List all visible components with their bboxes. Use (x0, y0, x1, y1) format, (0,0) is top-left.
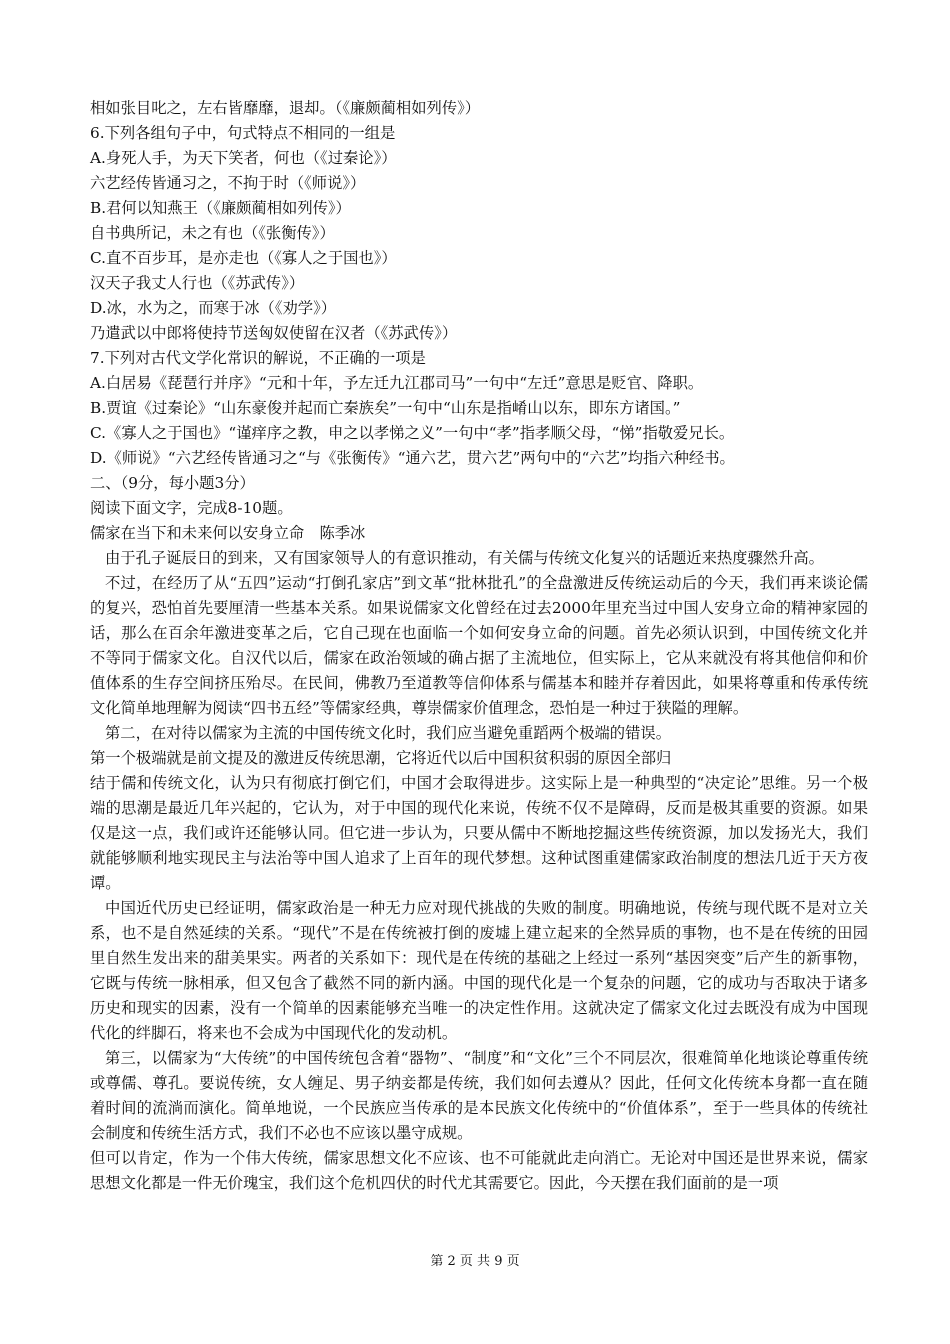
article-paragraph-4: 第一个极端就是前文提及的激进反传统思潮，它将近代以后中国积贫积弱的原因全部归 (90, 749, 672, 767)
option-b-line-1: B.君何以知燕王（《廉颇蔺相如列传》） (90, 199, 351, 217)
question-7-option-b: B.贾谊《过秦论》“山东豪俊并起而亡秦族矣”一句中“山东是指崤山以东，即东方诸国。” (90, 399, 681, 417)
question-7-option-c: C.《寡人之于国也》“谨痒序之教，申之以孝悌之义”一句中“孝”指孝顺父母，“悌”指敬爱兄长。 (90, 424, 735, 442)
article-paragraph-2: 不过，在经历了从“五四”运动“打倒孔家店”到文革“批林批孔”的全盘激进反传统运动后的今天，我们再来谈论儒的复兴，恐怕首先要厘清一些基本关系。如果说儒家文化曾经在过去2000年里充当过中国人安身立命的精神家园的话，那么在百余年激进变革之后，它自己现在也面临一个如何安身立命的问题。首先必须认识到，中国传统文化并不等同于儒家文化。自汉代以后，儒家在政治领域的确占据了主流地位，但实际上，它从来就没有将其他信仰和价值体系的生存空间挤压殆尽。在民间，佛教乃至道教等信仰体系与儒基本和睦并存着因此，如果将尊重和传承传统文化简单地理解为阅读“四书五经”等儒家经典，尊崇儒家价值理念，恐怕是一种过于狭隘的理解。 (90, 574, 868, 717)
reading-instruction: 阅读下面文字，完成8-10题。 (90, 499, 293, 517)
article-paragraph-7: 第三，以儒家为“大传统”的中国传统包含着“器物”、“制度”和“文化”三个不同层次，很难简单化地谈论尊重传统或尊儒、尊孔。要说传统，女人缠足、男子纳妾都是传统，我们如何去遵从？因此，任何文化传统本身都一直在随着时间的流淌而演化。简单地说，一个民族应当传承的是本民族文化传统中的“价值体系”，至于一些具体的传统社会制度和传统生活方式，我们不必也不应该以墨守成规。 (90, 1049, 868, 1142)
option-c-line-2: 汉天子我丈人行也（《苏武传》） (90, 274, 305, 292)
article-paragraph-8: 但可以肯定，作为一个伟大传统，儒家思想文化不应该、也不可能就此走向消亡。无论对中国还是世界来说，儒家思想文化都是一件无价瑰宝，我们这个危机四伏的时代尤其需要它。因此，今天摆在我们面前的是一项 (90, 1149, 868, 1192)
question-7-option-d: D.《师说》“六艺经传皆通习之“与《张衡传》“通六艺，贯六艺”两句中的“六艺”均指六种经书。 (90, 449, 735, 467)
option-c-line-1: C.直不百步耳，是亦走也（《寡人之于国也》） (90, 249, 397, 267)
article-paragraph-3: 第二，在对待以儒家为主流的中国传统文化时，我们应当避免重蹈两个极端的错误。 (105, 724, 671, 742)
option-d-line-1: D.冰，水为之，而寒于冰（《劝学》） (90, 299, 337, 317)
question-7-stem: 7.下列对古代文学化常识的解说，不正确的一项是 (90, 349, 426, 367)
document-body (90, 96, 868, 1196)
question-6-stem: 6.下列各组句子中，句式特点不相同的一组是 (90, 124, 396, 142)
article-paragraph-5: 结于儒和传统文化，认为只有彻底打倒它们，中国才会取得进步。这实际上是一种典型的“决定论”思维。另一个极端的思潮是最近几年兴起的，它认为，对于中国的现代化来说，传统不仅不是障碍，反而是极其重要的资源。如果仅是这一点，我们或许还能够认同。但它进一步认为，只要从儒中不断地挖掘这些传统资源，加以发扬光大，我们就能够顺利地实现民主与法治等中国人追求了上百年的现代梦想。这种试图重建儒家政治制度的想法几近于天方夜谭。 (90, 774, 868, 892)
article-title: 儒家在当下和未来何以安身立命 陈季冰 (90, 524, 366, 542)
text-line: 相如张目叱之，左右皆靡靡，退却。（《廉颇蔺相如列传》） (90, 99, 481, 117)
option-a-line-1: A.身死人手，为天下笑者，何也（《过秦论》） (90, 149, 397, 167)
page-number: 第 2 页 共 9 页 (430, 1254, 520, 1269)
option-a-line-2: 六艺经传皆通习之，不拘于时（《师说》） (90, 174, 366, 192)
option-d-line-2: 乃遣武以中郎将使持节送匈奴使留在汉者（《苏武传》） (90, 324, 458, 342)
article-paragraph-6: 中国近代历史已经证明，儒家政治是一种无力应对现代挑战的失败的制度。明确地说，传统与现代既不是对立关系，也不是自然延续的关系。“现代”不是在传统被打倒的废墟上建立起来的全然异质的事物，也不是在传统的田园里自然生发出来的甜美果实。两者的关系如下：现代是在传统的基础之上经过一系列“基因突变”后产生的新事物，它既与传统一脉相承，但又包含了截然不同的新内涵。中国的现代化是一个复杂的问题，它的成功与否取决于诸多历史和现实的因素，没有一个简单的因素能够充当唯一的决定性作用。这就决定了儒家文化过去既没有成为中国现代化的绊脚石，将来也不会成为中国现代化的发动机。 (90, 899, 868, 1042)
article-paragraph-1: 由于孔子诞辰日的到来，又有国家领导人的有意识推动，有关儒与传统文化复兴的话题近来热度骤然升高。 (105, 549, 824, 567)
question-7-option-a: A.白居易《琵琶行并序》“元和十年，予左迁九江郡司马”一句中“左迁”意思是贬官、降职。 (90, 374, 704, 392)
option-b-line-2: 自书典所记，未之有也（《张衡传》） (90, 224, 335, 242)
section-heading: 二、（9分，每小题3分） (90, 474, 255, 492)
